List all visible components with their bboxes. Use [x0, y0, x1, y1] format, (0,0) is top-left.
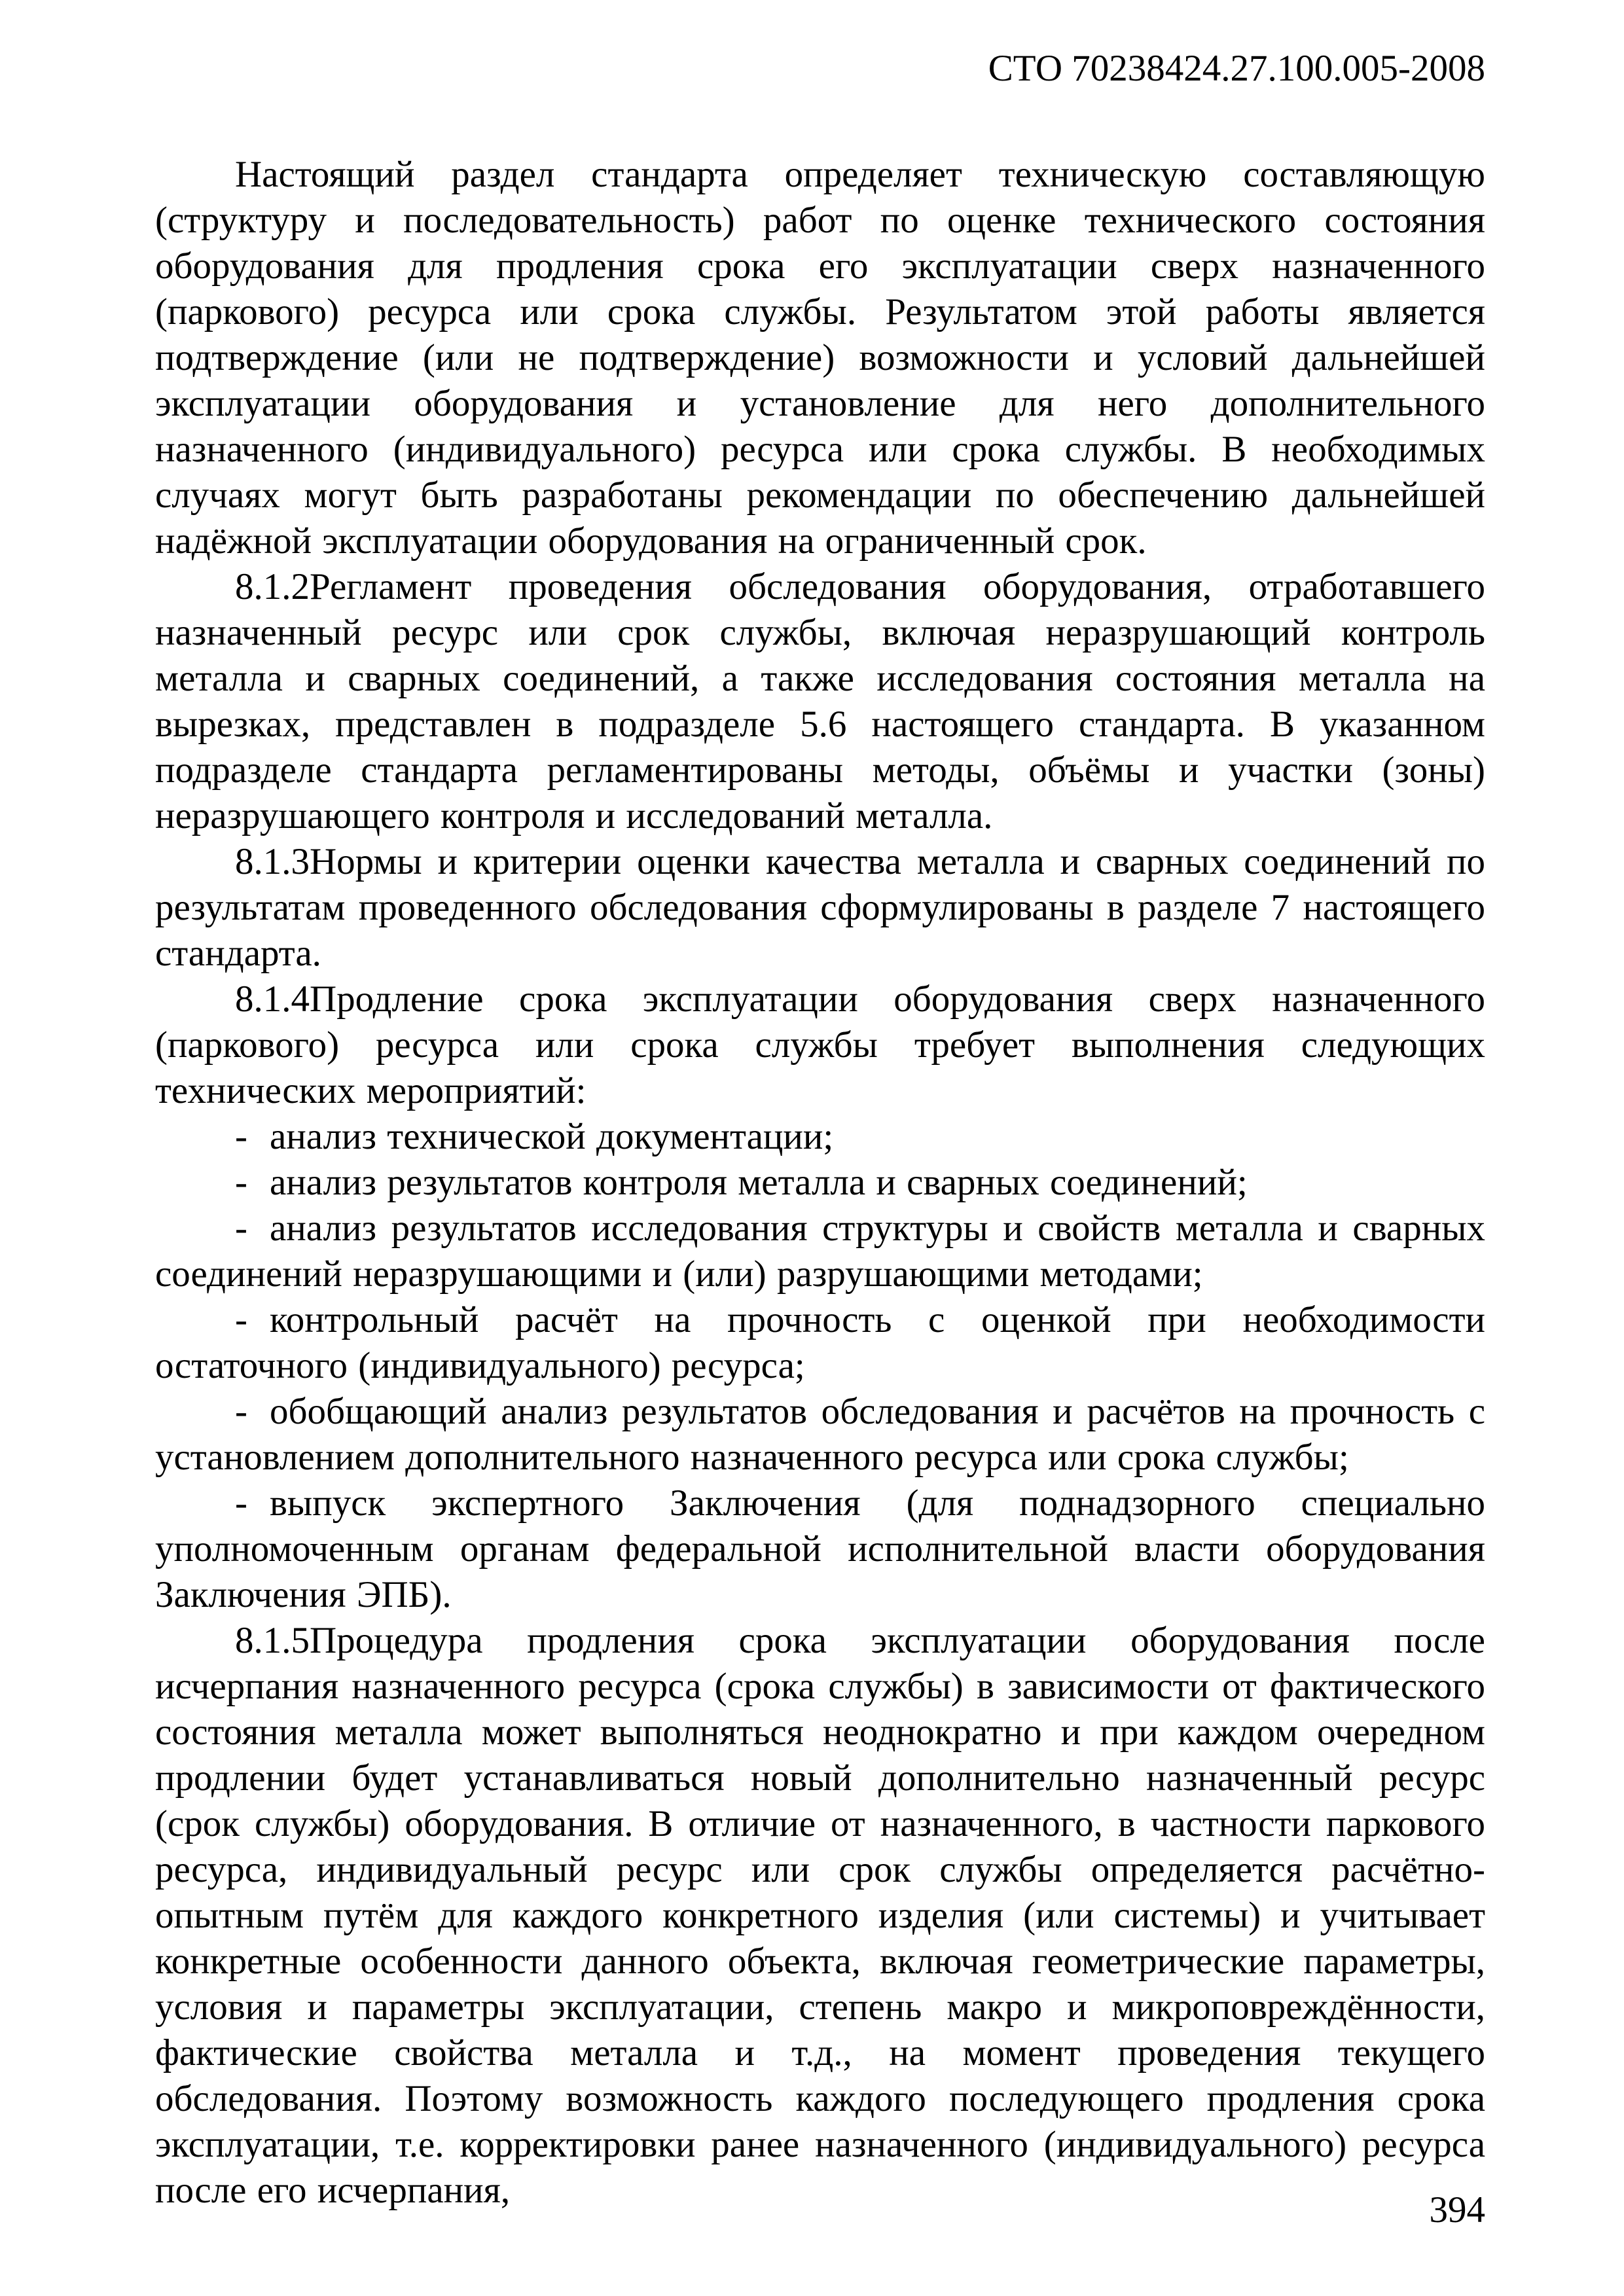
dash-marker: -	[235, 1299, 247, 1340]
dash-marker: -	[235, 1482, 247, 1524]
paragraph-text: Процедура продления срока эксплуатации оборудования после исчерпания назначенного ресурса (срока службы) в зависимости от фактического состояния металла может выполняться неоднократно и при каждом очередном продлении будет устанавливаться новый дополнительно назначенный ресурс (срок службы) оборудования. В отличие от назначенного, в частности паркового ресурса, индивидуальный ресурс или срок службы определяется расчётно-опытным путём для каждого конкретного изделия (или системы) и учитывает конкретные особенности данного объекта, включая геометрические параметры, условия и параметры эксплуатации, степень макро и микроповреждённости, фактические свойства металла и т.д., на момент проведения текущего обследования. Поэтому возможность каждого последующего продления срока эксплуатации, т.е. корректировки ранее назначенного (индивидуального) ресурса после его исчерпания,	[155, 1620, 1485, 2211]
clause-number: 8.1.2	[235, 566, 310, 607]
list-item	[155, 1480, 1485, 1618]
paragraph-8-1-4	[155, 977, 1485, 1114]
list-item	[155, 1160, 1485, 1206]
list-item-text: выпуск экспертного Заключения (для поднадзорного специально уполномоченным органам федеральной исполнительной власти оборудования Заключения ЭПБ).	[155, 1482, 1485, 1615]
clause-number: 8.1.3	[235, 841, 310, 882]
paragraph-8-1-3	[155, 839, 1485, 977]
list-item	[155, 1389, 1485, 1480]
list-item-text: анализ результатов исследования структуры и свойств металла и сварных соединений неразрушающими и (или) разрушающими методами;	[155, 1208, 1485, 1295]
page-number: 394	[1429, 2189, 1485, 2231]
dash-marker: -	[235, 1162, 247, 1203]
list-item-text: контрольный расчёт на прочность с оценкой при необходимости остаточного (индивидуального) ресурса;	[155, 1299, 1485, 1386]
paragraph-text: Настоящий раздел стандарта определяет техническую составляющую (структуру и последовательность) работ по оценке технического состояния оборудования для продления срока его эксплуатации сверх назначенного (паркового) ресурса или срока службы. Результатом этой работы является подтверждение (или не подтверждение) возможности и условий дальнейшей эксплуатации оборудования и установление для него дополнительного назначенного (индивидуального) ресурса или срока службы. В необходимых случаях могут быть разработаны рекомендации по обеспечению дальнейшей надёжной эксплуатации оборудования на ограниченный срок.	[155, 154, 1485, 562]
document-code: СТО 70238424.27.100.005-2008	[988, 48, 1485, 89]
list-item	[155, 1114, 1485, 1160]
dash-marker: -	[235, 1391, 247, 1432]
list-item	[155, 1206, 1485, 1297]
page-header	[155, 46, 1485, 92]
clause-number: 8.1.5	[235, 1620, 310, 1661]
list-item	[155, 1297, 1485, 1389]
list-item-text: анализ технической документации;	[269, 1116, 834, 1157]
list-item-text: обобщающий анализ результатов обследования и расчётов на прочность с установлением дополнительного назначенного ресурса или срока службы;	[155, 1391, 1485, 1478]
clause-number: 8.1.4	[235, 978, 310, 1020]
paragraph-text: Регламент проведения обследования оборудования, отработавшего назначенный ресурс или срок службы, включая неразрушающий контроль металла и сварных соединений, а также исследования состояния металла на вырезках, представлен в подразделе 5.6 настоящего стандарта. В указанном подразделе стандарта регламентированы методы, объёмы и участки (зоны) неразрушающего контроля и исследований металла.	[155, 566, 1485, 836]
paragraph-intro	[155, 152, 1485, 564]
page-footer	[155, 2187, 1485, 2233]
paragraph-text: Нормы и критерии оценки качества металла и сварных соединений по результатам проведенного обследования сформулированы в разделе 7 настоящего стандарта.	[155, 841, 1485, 974]
paragraph-text: Продление срока эксплуатации оборудования сверх назначенного (паркового) ресурса или срока службы требует выполнения следующих технических мероприятий:	[155, 978, 1485, 1111]
document-body	[155, 152, 1485, 2214]
list-item-text: анализ результатов контроля металла и сварных соединений;	[269, 1162, 1248, 1203]
paragraph-8-1-2	[155, 564, 1485, 839]
dash-marker: -	[235, 1208, 247, 1249]
dash-marker: -	[235, 1116, 247, 1157]
paragraph-8-1-5	[155, 1618, 1485, 2214]
